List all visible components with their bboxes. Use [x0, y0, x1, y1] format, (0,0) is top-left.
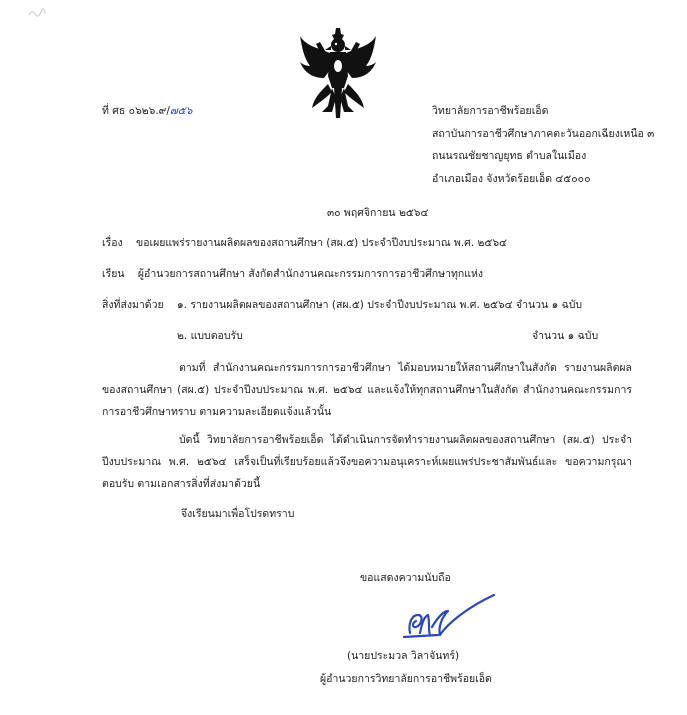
closing-line: จึงเรียนมาเพื่อโปรดทราบ — [181, 508, 295, 520]
handwritten-signature-icon — [398, 593, 496, 643]
regards-line: ขอแสดงความนับถือ — [360, 572, 451, 584]
enclosure-item-2: ๒. แบบตอบรับ — [177, 330, 243, 342]
sender-address — [432, 100, 654, 190]
recipient-text: ผู้อำนวยการสถานศึกษา สังกัดสำนักงานคณะกรรมการการอาชีวศึกษาทุกแห่ง — [137, 268, 484, 280]
letter-date: ๓๐ พฤศจิกายน ๒๕๖๔ — [327, 207, 429, 219]
enclosure-item-1: ๑. รายงานผลิตผลของสถานศึกษา (สผ.๕) ประจำปีงบประมาณ พ.ศ. ๒๕๖๔ จำนวน ๑ ฉบับ — [177, 299, 583, 311]
address-line-3: ถนนรณชัยชาญยุทธ ตำบลในเมือง — [432, 150, 587, 162]
corner-scribble-mark — [28, 8, 46, 18]
address-line-4: อำเภอเมือง จังหวัดร้อยเอ็ด ๔๕๐๐๐ — [432, 172, 591, 185]
enclosure-item-2-quantity: จำนวน ๑ ฉบับ — [532, 330, 599, 342]
body-paragraph-2: บัดนี้ วิทยาลัยการอาชีพร้อยเอ็ด ได้ดำเนินการจัดทำรายงานผลิตผลของสถานศึกษา (สผ.๕) ประจำปีงบประมาณ พ.ศ. ๒๕๖๔ เสร็จเป็นที่เรียบร้อยแล้วจึงขอความอนุเคราะห์เผยแพร่ประชาสัมพันธ์และ ขอความกรุณาตอบรับ ตามเอกสารสิ่งที่ส่งมาด้วยนี้ — [102, 434, 632, 490]
signer-name: (นายประมวล วิลาจันทร์) — [347, 650, 460, 662]
garuda-emblem-icon — [298, 26, 378, 122]
subject-label: เรื่อง — [102, 237, 123, 249]
body-paragraph-1: ตามที่ สำนักงานคณะกรรมการการอาชีวศึกษา ได้มอบหมายให้สถานศึกษาในสังกัด รายงานผลิตผลของสถานศึกษา (สผ.๕) ประจำปีงบประมาณ พ.ศ. ๒๕๖๔ และแจ้งให้ทุกสถานศึกษาในสังกัด สำนักงานคณะกรรมการการอาชีวศึกษาทราบ ตามความละเอียดแจ้งแล้วนั้น — [102, 362, 632, 418]
document-number-prefix: ที่ ศธ ๐๖๒๖.๙/ — [102, 105, 170, 117]
address-line-1: วิทยาลัยการอาชีพร้อยเอ็ด — [432, 105, 549, 117]
address-line-2: สถาบันการอาชีวศึกษาภาคตะวันออกเฉียงเหนือ ๓ — [432, 127, 655, 140]
subject-line — [102, 234, 507, 251]
enclosures-label: สิ่งที่ส่งมาด้วย — [102, 299, 164, 311]
document-number-handwritten: ๗๕๖ — [169, 105, 193, 117]
subject-text: ขอเผยแพร่รายงานผลิตผลของสถานศึกษา (สผ.๕) ประจำปีงบประมาณ พ.ศ. ๒๕๖๔ — [136, 237, 507, 249]
signer-title: ผู้อำนวยการวิทยาลัยการอาชีพร้อยเอ็ด — [320, 673, 492, 685]
document-number — [102, 102, 192, 119]
recipient-label: เรียน — [102, 268, 125, 280]
recipient-line — [102, 265, 483, 282]
